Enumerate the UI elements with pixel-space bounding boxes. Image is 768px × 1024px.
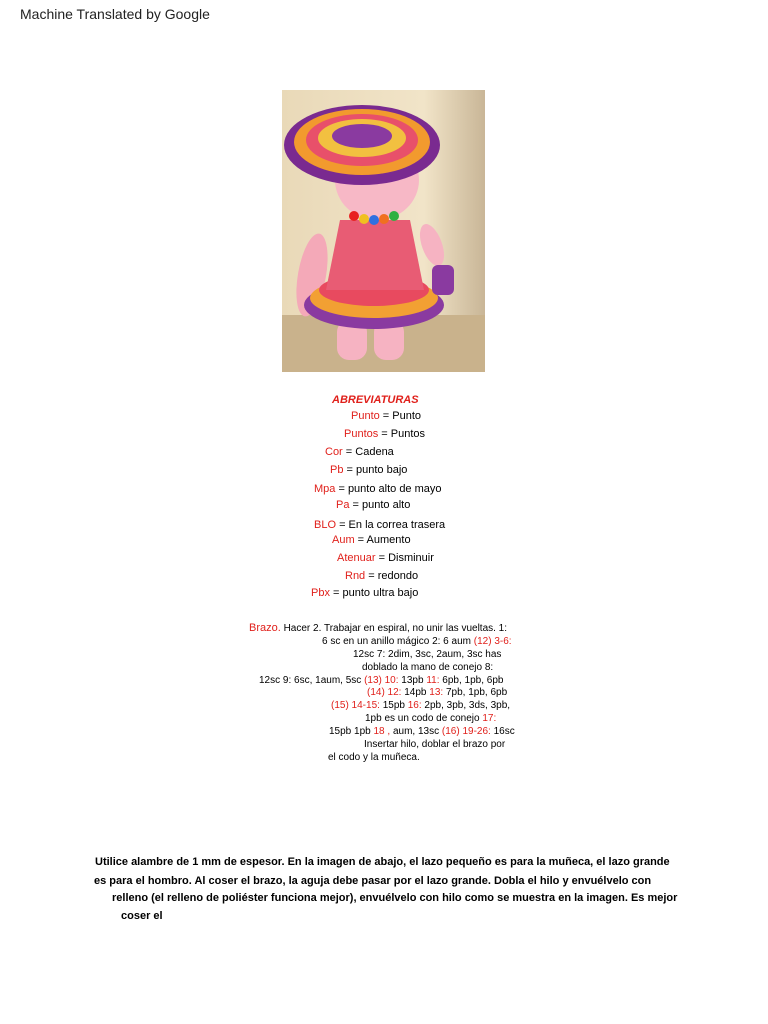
pattern-line-10: Insertar hilo, doblar el brazo por	[364, 739, 506, 750]
paragraph-line-2: es para el hombro. Al coser el brazo, la aguja debe pasar por el lazo grande. Dobla el hilo y envuélvelo con	[94, 875, 652, 887]
abbr-mpa: Mpa = punto alto de mayo	[314, 483, 442, 495]
pattern-line-4: doblado la mano de conejo 8:	[362, 662, 494, 673]
pattern-line-6: (14) 12: 14pb 13: 7pb, 1pb, 6pb	[367, 687, 508, 698]
abbr-blo: BLO = En la correa trasera	[314, 519, 446, 531]
abbreviations-title: ABREVIATURAS	[332, 394, 419, 406]
pattern-line-3: 12sc 7: 2dim, 3sc, 2aum, 3sc has	[353, 649, 502, 660]
machine-translated-header: Machine Translated by Google	[20, 6, 210, 22]
abbr-atenuar: Atenuar = Disminuir	[337, 552, 434, 564]
abbr-punto: Punto = Punto	[351, 410, 422, 422]
pattern-line-1: Brazo. Hacer 2. Trabajar en espiral, no unir las vueltas. 1:	[249, 622, 508, 634]
pattern-line-8: 1pb es un codo de conejo 17:	[365, 713, 497, 724]
paragraph-line-1: Utilice alambre de 1 mm de espesor. En la imagen de abajo, el lazo pequeño es para la muñeca, el lazo grande	[95, 856, 670, 868]
pattern-line-9: 15pb 1pb 18 , aum, 13sc (16) 19-26: 16sc	[329, 726, 515, 737]
paragraph-line-4: coser el	[121, 910, 163, 922]
abbr-pb: Pb = punto bajo	[330, 464, 408, 476]
pattern-line-11: el codo y la muñeca.	[328, 752, 420, 763]
pattern-line-7: (15) 14-15: 15pb 16: 2pb, 3pb, 3ds, 3pb,	[331, 700, 511, 711]
paragraph-line-3: relleno (el relleno de poliéster funciona mejor), envuélvelo con hilo como se muestra en la imagen. Es mejor	[112, 892, 678, 904]
abbr-cor: Cor = Cadena	[325, 446, 394, 458]
abbr-rnd: Rnd = redondo	[345, 570, 419, 582]
abbr-puntos: Puntos = Puntos	[344, 428, 426, 440]
abbr-pa: Pa = punto alto	[336, 499, 411, 511]
pattern-line-2: 6 sc en un anillo mágico 2: 6 aum (12) 3-6:	[322, 636, 512, 647]
abbr-aum: Aum = Aumento	[332, 534, 411, 546]
abbr-pbx: Pbx = punto ultra bajo	[311, 587, 419, 599]
pattern-line-5: 12sc 9: 6sc, 1aum, 5sc (13) 10: 13pb 11: 6pb, 1pb, 6pb	[259, 675, 504, 686]
crochet-bunny-doll-photo	[282, 90, 485, 372]
